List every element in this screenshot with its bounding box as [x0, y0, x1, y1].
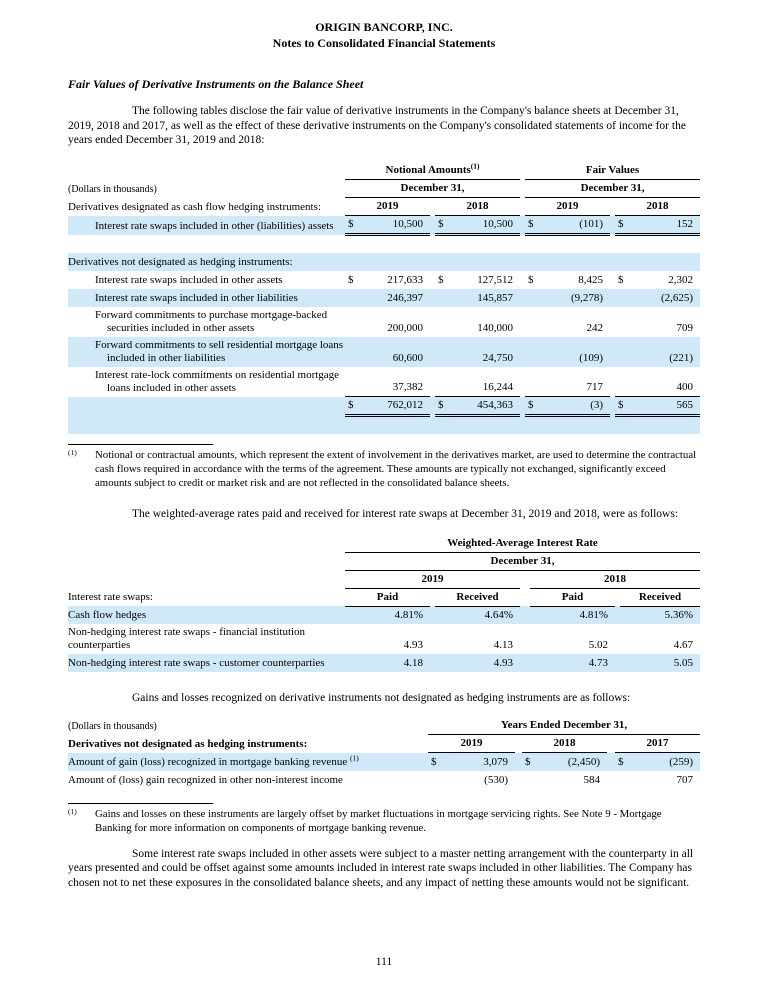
- year-header: 2019: [345, 570, 520, 588]
- footnote-divider: [68, 444, 213, 445]
- value-cell: 707: [676, 773, 694, 786]
- table-row: [68, 552, 700, 570]
- document-subtitle: Notes to Consolidated Financial Statements: [272, 36, 496, 50]
- value-cell: 5.05: [673, 657, 693, 669]
- closing-paragraph: Some interest rate swaps included in other assets were subject to a master netting arrangement with the counterparty in all years presented and could be offset against some amounts included in interest rate swaps included in other liabilities. The Company has chosen not to net these exposures in the consolidated balance sheets, and any impact of netting these amounts would not be significant.: [68, 847, 694, 889]
- value-cell: 217,633: [387, 273, 423, 286]
- currency-symbol: $: [615, 397, 631, 416]
- date-header: December 31,: [345, 180, 520, 198]
- value-cell: 60,600: [392, 351, 423, 364]
- intro-paragraph: The following tables disclose the fair value of derivative instruments in the Company's balance sheets at December 31, 2019, 2018 and 2017, as well as the effect of these derivative instruments on the Company's consolidated statements of income for the years ended December 31, 2019 and 2018:: [68, 105, 686, 146]
- value-cell: 4.67: [673, 639, 693, 651]
- value-cell: 16,244: [451, 367, 520, 397]
- row-label: Non-hedging interest rate swaps - financial institution counterparties: [68, 626, 306, 651]
- year-header: 2019: [345, 198, 430, 216]
- currency-symbol: $: [435, 216, 451, 235]
- table-row: [68, 735, 700, 753]
- value-cell: 8,425: [578, 273, 604, 286]
- year-header: 2017: [615, 735, 700, 753]
- footnote-marker: (1): [68, 447, 77, 457]
- value-cell: (2,450): [567, 755, 600, 768]
- value-cell: 200,000: [387, 321, 423, 334]
- value-cell: 37,382: [361, 367, 430, 397]
- total-value-cell: 762,012: [361, 397, 430, 416]
- company-name: ORIGIN BANCORP, INC.: [315, 20, 453, 34]
- value-cell: 152: [631, 216, 700, 235]
- date-header: December 31,: [345, 552, 700, 570]
- currency-symbol: $: [345, 397, 361, 416]
- row-group-header: Interest rate swaps:: [68, 591, 153, 603]
- row-group-header: Derivatives not designated as hedging instruments:: [68, 737, 308, 750]
- dollars-in-thousands-note: (Dollars in thousands): [68, 720, 157, 732]
- table-row: [68, 624, 700, 654]
- currency-symbol: $: [431, 755, 437, 768]
- table-row: [68, 337, 700, 367]
- sub-header: Paid: [530, 588, 615, 606]
- value-cell: (221): [669, 351, 694, 364]
- currency-symbol: $: [525, 216, 541, 235]
- row-label: Interest rate swaps included in other (liabilities) assets: [95, 219, 334, 232]
- weighted-average-rate-table: [68, 534, 700, 672]
- value-cell: 10,500: [451, 216, 520, 235]
- date-header: December 31,: [525, 180, 700, 198]
- value-cell: 242: [586, 321, 604, 334]
- value-cell: (109): [579, 351, 604, 364]
- gains-losses-paragraph: Gains and losses recognized on derivative instruments not designated as hedging instruments are as follows:: [132, 692, 631, 704]
- table-row: [68, 271, 700, 289]
- table-row: [68, 307, 700, 337]
- total-value-cell: (3): [541, 397, 610, 416]
- value-cell: 5.36%: [664, 609, 693, 621]
- value-cell: 4.93: [403, 639, 423, 651]
- table-row: [68, 753, 700, 771]
- section-heading: Fair Values of Derivative Instruments on the Balance Sheet: [68, 77, 364, 91]
- value-cell: 4.73: [588, 657, 608, 669]
- total-value-cell: 454,363: [451, 397, 520, 416]
- year-header: 2018: [522, 735, 607, 753]
- year-header: 2018: [435, 198, 520, 216]
- value-cell: 4.81%: [579, 609, 608, 621]
- spacer-row: [68, 235, 700, 253]
- weighted-average-paragraph: The weighted-average rates paid and received for interest rate swaps at December 31, 2019 and 2018, were as follows:: [132, 507, 679, 520]
- footnote-text: Gains and losses on these instruments are largely offset by market fluctuations in mortgage servicing rights. See Note 9 - Mortgage Banking for more information on components of mortgage banking revenue.: [95, 807, 662, 834]
- gains-losses-table: [68, 717, 700, 789]
- dollars-in-thousands-note: (Dollars in thousands): [68, 183, 157, 195]
- value-cell: 145,857: [477, 291, 514, 304]
- value-cell: 3,079: [483, 755, 508, 768]
- sub-header: Received: [435, 588, 520, 606]
- sub-header: Received: [620, 588, 700, 606]
- table-title: Weighted-Average Interest Rate: [345, 534, 700, 552]
- table-row: [68, 606, 700, 624]
- value-cell: 709: [676, 321, 694, 334]
- footnote-divider: [68, 803, 213, 804]
- table-row: [68, 367, 700, 397]
- document-header: [68, 19, 700, 51]
- table-row: [68, 162, 700, 180]
- notional-fair-value-table: [68, 162, 700, 434]
- years-ended-header: Years Ended December 31,: [428, 717, 700, 735]
- currency-symbol: $: [348, 273, 354, 286]
- total-value-cell: 565: [631, 397, 700, 416]
- table-row: [68, 717, 700, 735]
- footnote-1: [68, 444, 700, 490]
- page-number: 111: [375, 956, 393, 968]
- table-row: [68, 570, 700, 588]
- value-cell: 4.81%: [394, 609, 423, 621]
- table-row: [68, 654, 700, 672]
- currency-symbol: $: [435, 397, 451, 416]
- sub-header: Paid: [345, 588, 430, 606]
- value-cell: (101): [541, 216, 610, 235]
- footnote-marker: (1): [68, 806, 77, 816]
- footnote-text: Notional or contractual amounts, which represent the extent of involvement in the derivatives market, are used to determine the contractual cash flows required in accordance with the terms of the agreement. These amounts are typically not exchanged, significantly exceed amounts subject to credit or market risk and are not reflected in the consolidated balance sheets.: [95, 448, 697, 489]
- currency-symbol: $: [345, 216, 361, 235]
- table-row: [68, 180, 700, 198]
- value-cell: 717: [541, 367, 610, 397]
- section-label: Derivatives not designated as hedging instruments:: [68, 255, 293, 268]
- footnote-ref: (1): [470, 161, 480, 171]
- value-cell: 4.13: [493, 639, 513, 651]
- value-cell: (259): [669, 755, 694, 768]
- row-label: Forward commitments to purchase mortgage-backed securities included in other assets: [95, 308, 328, 334]
- year-header: 2019: [525, 198, 610, 216]
- fair-values-header: Fair Values: [525, 162, 700, 180]
- row-label: Amount of (loss) gain recognized in other non-interest income: [68, 773, 343, 786]
- row-label: Forward commitments to sell residential mortgage loans included in other liabilities: [95, 338, 344, 364]
- table-row: [68, 289, 700, 307]
- total-row: [68, 397, 700, 416]
- value-cell: 4.93: [493, 657, 513, 669]
- table-row: [68, 588, 700, 606]
- section-label: Derivatives designated as cash flow hedging instruments:: [68, 200, 321, 213]
- value-cell: 584: [583, 773, 600, 786]
- table-row: [68, 253, 700, 271]
- year-header: 2018: [530, 570, 700, 588]
- row-label: Interest rate-lock commitments on residential mortgage loans included in other assets: [95, 368, 340, 394]
- table-bottom-strip: [68, 416, 700, 434]
- value-cell: (2,625): [660, 291, 694, 304]
- footnote-ref: (1): [349, 752, 359, 762]
- currency-symbol: $: [438, 273, 444, 286]
- currency-symbol: $: [525, 397, 541, 416]
- footnote-2: [68, 803, 700, 835]
- year-header: 2019: [428, 735, 515, 753]
- value-cell: 2,302: [668, 273, 694, 286]
- row-label: Amount of gain (loss) recognized in mortgage banking revenue $^{(1)}$: [68, 752, 359, 768]
- currency-symbol: $: [528, 273, 534, 286]
- table-row: [68, 216, 700, 235]
- column-group-label: Notional Amounts: [385, 164, 471, 176]
- currency-symbol: $: [618, 273, 624, 286]
- value-cell: 4.64%: [484, 609, 513, 621]
- table-row: [68, 771, 700, 789]
- value-cell: 246,397: [387, 291, 423, 304]
- currency-symbol: $: [615, 216, 631, 235]
- currency-symbol: $: [525, 755, 531, 768]
- row-label: Interest rate swaps included in other assets: [95, 273, 283, 286]
- row-label: Non-hedging interest rate swaps - customer counterparties: [68, 657, 325, 669]
- year-header: 2018: [615, 198, 700, 216]
- notional-amounts-header: [345, 162, 520, 180]
- value-cell: 5.02: [588, 639, 608, 651]
- value-cell: 140,000: [477, 321, 514, 334]
- value-cell: 400: [631, 367, 700, 397]
- value-cell: 24,750: [482, 351, 514, 364]
- value-cell: (530): [484, 773, 508, 786]
- value-cell: 127,512: [477, 273, 514, 286]
- row-label: Cash flow hedges: [68, 609, 147, 621]
- row-label: Interest rate swaps included in other liabilities: [95, 291, 298, 304]
- value-cell: (9,278): [570, 291, 604, 304]
- value-cell: 10,500: [361, 216, 430, 235]
- table-row: [68, 534, 700, 552]
- value-cell: 4.18: [403, 657, 423, 669]
- currency-symbol: $: [618, 755, 624, 768]
- table-row: [68, 198, 700, 216]
